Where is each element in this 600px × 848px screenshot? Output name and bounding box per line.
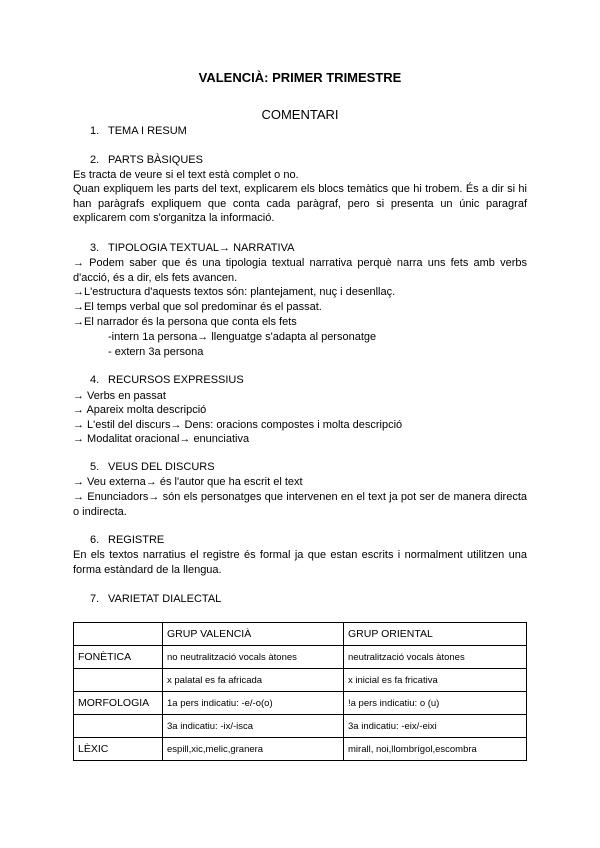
table-cell: mirall, noi,llombrígol,escombra — [344, 738, 527, 761]
paragraph: En els textos narratius el registre és formal ja que estan escrits i normalment utilitzen una forma estàndard de la llengua. — [73, 549, 527, 576]
paragraph: → Podem saber que és una tipologia textual narrativa perquè narra uns fets amb verbs d'acció, és a dir, els fets avancen. — [73, 257, 527, 284]
table-row — [74, 738, 527, 761]
bullet-line: → Apareix molta descripció — [73, 404, 207, 416]
table-header-cell: GRUP VALENCIÀ — [163, 623, 344, 646]
table-header-row — [74, 623, 527, 646]
table-header-cell: GRUP ORIENTAL — [344, 623, 527, 646]
section-heading-veus: 5. VEUS DEL DISCURS — [90, 461, 215, 473]
bullet-line: → Veu externa→ és l'autor que ha escrit el text — [73, 476, 303, 488]
table-cell — [74, 669, 163, 692]
table-cell: MORFOLOGIA — [74, 692, 163, 715]
table-header-cell — [74, 623, 163, 646]
table-row — [74, 646, 527, 669]
table-row — [74, 715, 527, 738]
table-cell: x palatal es fa africada — [163, 669, 344, 692]
table-row — [74, 669, 527, 692]
section-heading-registre: 6. REGISTRE — [90, 534, 165, 546]
table-cell: neutralització vocals àtones — [344, 646, 527, 669]
bullet-line: →L'estructura d'aquests textos són: plantejament, nuç i desenllaç. — [73, 286, 396, 298]
sub-bullet-line: - extern 3a persona — [108, 346, 204, 358]
bullet-line: →El narrador és la persona que conta els fets — [73, 316, 297, 328]
section-heading-parts: 2. PARTS BÀSIQUES — [90, 154, 203, 166]
table-cell: no neutralització vocals àtones — [163, 646, 344, 669]
paragraph: Quan expliquem les parts del text, explicarem els blocs temàtics que hi trobem. És a dir si hi han paràgrafs expliquem que conta cada paràgraf, pero si presenta un únic paragraf explicarem com s'organitza la informació. — [73, 183, 527, 224]
table-cell: x inicial es fa fricativa — [344, 669, 527, 692]
sub-bullet-line: -intern 1a persona→ llenguatge s'adapta al personatge — [108, 331, 377, 343]
table-cell — [74, 715, 163, 738]
table-cell: LÈXIC — [74, 738, 163, 761]
page-subtitle: COMENTARI — [261, 107, 339, 122]
section-heading-tema: 1. TEMA I RESUM — [90, 125, 187, 137]
bullet-line: → Verbs en passat — [73, 390, 166, 402]
table-cell: 1a pers indicatiu: -e/-o(o) — [163, 692, 344, 715]
paragraph-line: Es tracta de veure si el text està complet o no. — [73, 169, 299, 181]
table-cell: FONÈTICA — [74, 646, 163, 669]
bullet-line: →El temps verbal que sol predominar és el passat. — [73, 301, 322, 313]
bullet-line: → L'estil del discurs→ Dens: oracions compostes i molta descripció — [73, 419, 403, 431]
dialect-table — [73, 622, 527, 761]
section-heading-tipologia: 3. TIPOLOGIA TEXTUAL→ NARRATIVA — [90, 242, 295, 254]
table-row — [74, 692, 527, 715]
table-cell: !a pers indicatiu: o (u) — [344, 692, 527, 715]
paragraph: → Enunciadors→ són els personatges que intervenen en el text ja pot ser de manera directa o indirecta. — [73, 491, 527, 518]
section-heading-varietat: 7. VARIETAT DIALECTAL — [90, 593, 222, 605]
table-cell: espill,xic,melic,granera — [163, 738, 344, 761]
table-cell: 3a indicatiu: -eix/-eixi — [344, 715, 527, 738]
bullet-line: → Modalitat oracional→ enunciativa — [73, 433, 250, 445]
page-title: VALENCIÀ: PRIMER TRIMESTRE — [198, 70, 402, 85]
section-heading-recursos: 4. RECURSOS EXPRESSIUS — [90, 374, 244, 386]
table-cell: 3a indicatiu: -ix/-isca — [163, 715, 344, 738]
